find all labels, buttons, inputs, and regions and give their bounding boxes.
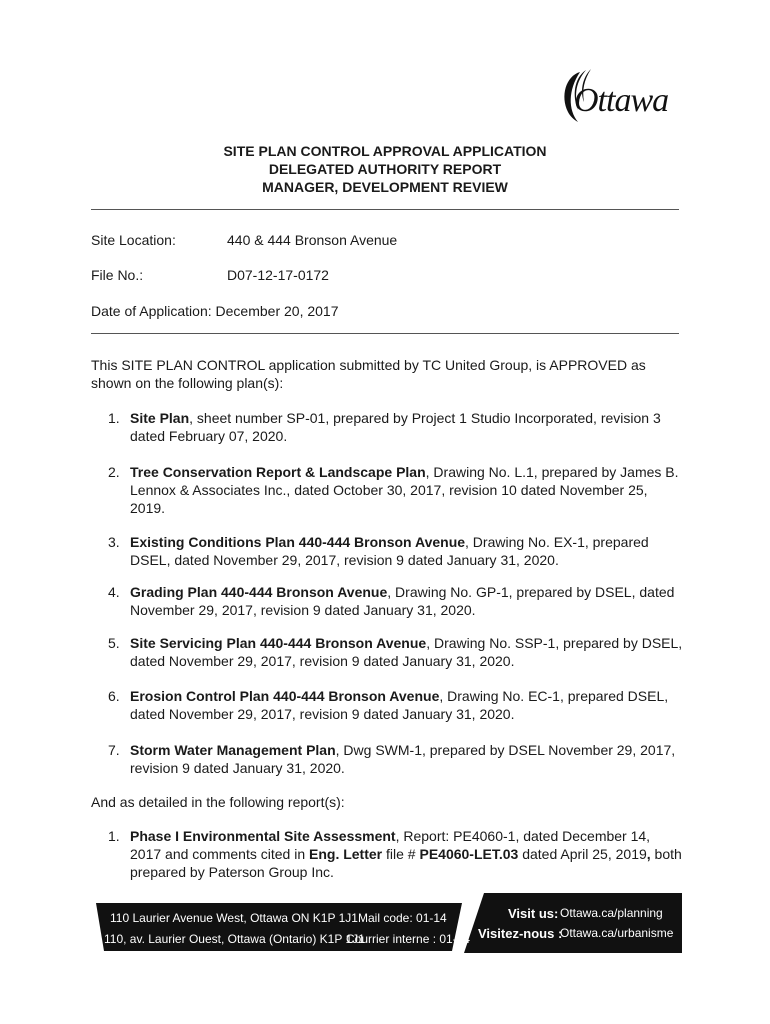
report-title: SITE PLAN CONTROL APPROVAL APPLICATION xyxy=(223,143,547,159)
report-item: 1. Phase I Environmental Site Assessment, Report: PE4060-1, dated December 14, 2017 and comments cited in Eng. Letter file # PE4060-LET.03 dated April 25, 2019, both prepared by Paterson Group Inc. xyxy=(108,828,682,880)
intro-paragraph: This SITE PLAN CONTROL application submitted by TC United Group, is APPROVED as shown on the following plan(s): xyxy=(91,357,646,391)
plan-item: 4. Grading Plan 440-444 Bronson Avenue, Drawing No. GP-1, prepared by DSEL, dated November 29, 2017, revision 9 dated January 31, 2020. xyxy=(108,584,675,618)
plan-item: 5. Site Servicing Plan 440-444 Bronson Avenue, Drawing No. SSP-1, prepared by DSEL, dated November 29, 2017, revision 9 dated January 31, 2020. xyxy=(108,635,683,669)
report-subtitle: DELEGATED AUTHORITY REPORT xyxy=(268,161,502,177)
date-value: December 20, 2017 xyxy=(215,303,339,319)
footer-address-en: 110 Laurier Avenue West, Ottawa ON K1P 1J1 xyxy=(110,911,358,925)
plan-item: 6. Erosion Control Plan 440-444 Bronson Avenue, Drawing No. EC-1, prepared DSEL, dated November 29, 2017, revision 9 dated January 31, 2020. xyxy=(108,688,669,722)
site-location-label: Site Location: xyxy=(91,232,176,248)
file-number-label: File No.: xyxy=(91,267,144,283)
file-number-value: D07-12-17-0172 xyxy=(227,267,329,283)
site-location-row xyxy=(91,232,397,248)
footer-visit-en-link[interactable]: Ottawa.ca/planning xyxy=(560,906,663,920)
site-location-value: 440 & 444 Bronson Avenue xyxy=(227,232,398,248)
plan-item: 3. Existing Conditions Plan 440-444 Bronson Avenue, Drawing No. EX-1, prepared DSEL, dated November 29, 2017, revision 9 dated January 31, 2020. xyxy=(108,534,649,568)
footer-visit-fr-label: Visitez-nous : xyxy=(478,926,563,941)
reports-intro: And as detailed in the following report(s): xyxy=(91,794,345,810)
footer-visit-fr-link[interactable]: Ottawa.ca/urbanisme xyxy=(560,926,674,940)
footer-banner xyxy=(94,893,682,953)
plan-item: 2. Tree Conservation Report & Landscape Plan, Drawing No. L.1, prepared by James B. Lennox & Associates Inc., dated October 30, 2017, revision 10 dated November 25, 2019. xyxy=(108,464,679,516)
report-manager: MANAGER, DEVELOPMENT REVIEW xyxy=(262,179,508,195)
date-row xyxy=(91,303,339,319)
footer-mail-code-en: Mail code: 01-14 xyxy=(358,911,447,925)
footer-address-fr: 110, av. Laurier Ouest, Ottawa (Ontario) K1P 1J1 xyxy=(104,932,365,946)
file-number-row xyxy=(91,267,329,283)
footer-mail-code-fr: Courrier interne : 01-14 xyxy=(346,932,471,946)
plan-item: 1. Site Plan, sheet number SP-01, prepared by Project 1 Studio Incorporated, revision 3 dated February 07, 2020. xyxy=(108,410,661,444)
divider xyxy=(91,209,679,210)
footer-visit-en-label: Visit us: xyxy=(508,906,559,921)
ottawa-logo: Ottawa xyxy=(574,82,669,119)
divider xyxy=(91,333,679,334)
date-label: Date of Application: xyxy=(91,303,212,319)
plan-item: 7. Storm Water Management Plan, Dwg SWM-1, prepared by DSEL November 29, 2017, revision 9 dated January 31, 2020. xyxy=(108,742,676,776)
